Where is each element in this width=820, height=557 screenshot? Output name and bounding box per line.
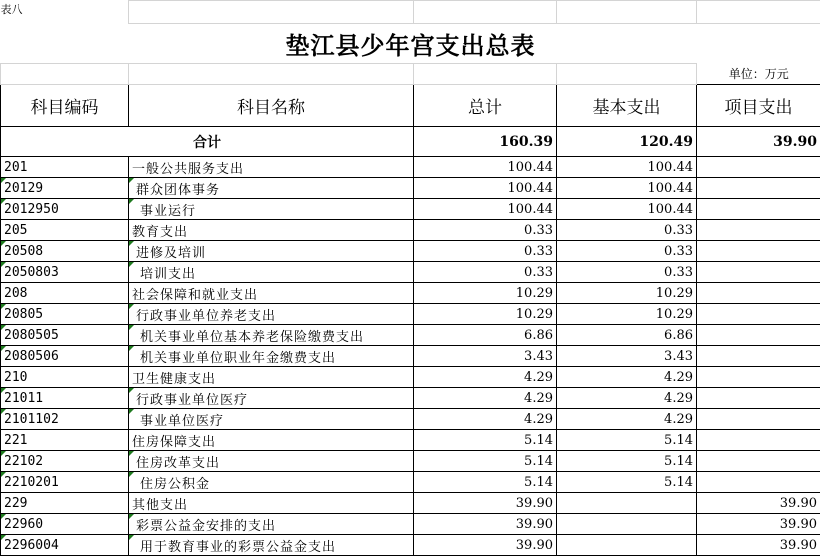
table-row: [1, 451, 820, 472]
row-code: 20508: [1, 241, 129, 262]
row-total: 5.14: [414, 430, 557, 451]
row-basic: 6.86: [557, 325, 697, 346]
table-row: [1, 283, 820, 304]
total-basic: 120.49: [557, 127, 697, 157]
row-code: 22960: [1, 514, 129, 535]
row-basic: 3.43: [557, 346, 697, 367]
row-name: 群众团体事务: [129, 178, 414, 199]
header-code: 科目编码: [1, 85, 129, 127]
row-basic: 10.29: [557, 304, 697, 325]
row-name: 培训支出: [129, 262, 414, 283]
row-project: [697, 472, 820, 493]
header-name: 科目名称: [129, 85, 414, 127]
table-row: [1, 535, 820, 556]
header-project: 项目支出: [697, 85, 820, 127]
row-total: 4.29: [414, 388, 557, 409]
row-basic: 100.44: [557, 157, 697, 178]
table-row: [1, 199, 820, 220]
row-code: 229: [1, 493, 129, 514]
row-project: [697, 157, 820, 178]
row-code: 205: [1, 220, 129, 241]
row-basic: 0.33: [557, 241, 697, 262]
row-total: 100.44: [414, 178, 557, 199]
row-project: [697, 409, 820, 430]
table-row: [1, 367, 820, 388]
unit-label: 单位：万元: [728, 67, 789, 82]
row-basic: [557, 535, 697, 556]
row-name: 住房保障支出: [129, 430, 414, 451]
row-basic: [557, 514, 697, 535]
table-row: [1, 472, 820, 493]
row-code: 22102: [1, 451, 129, 472]
table-note: 表八: [0, 2, 23, 16]
row-basic: 4.29: [557, 409, 697, 430]
total-total: 160.39: [414, 127, 557, 157]
row-basic: 4.29: [557, 388, 697, 409]
row-project: [697, 346, 820, 367]
row-name: 社会保障和就业支出: [129, 283, 414, 304]
row-code: 2050803: [1, 262, 129, 283]
row-project: [697, 304, 820, 325]
table-row: [1, 241, 820, 262]
row-code: 210: [1, 367, 129, 388]
table-row: [1, 157, 820, 178]
row-name: 住房公积金: [129, 472, 414, 493]
row-project: [697, 451, 820, 472]
header-basic: 基本支出: [557, 85, 697, 127]
row-total: 0.33: [414, 220, 557, 241]
row-project: [697, 388, 820, 409]
row-total: 10.29: [414, 283, 557, 304]
row-basic: 5.14: [557, 430, 697, 451]
row-total: 6.86: [414, 325, 557, 346]
table-row: [1, 325, 820, 346]
row-name: 彩票公益金安排的支出: [129, 514, 414, 535]
header-total: 总计: [414, 85, 557, 127]
row-code: 2101102: [1, 409, 129, 430]
row-code: 2080506: [1, 346, 129, 367]
row-name: 卫生健康支出: [129, 367, 414, 388]
row-name: 其他支出: [129, 493, 414, 514]
row-name: 用于教育事业的彩票公益金支出: [129, 535, 414, 556]
row-name: 进修及培训: [129, 241, 414, 262]
row-project: [697, 367, 820, 388]
row-basic: 0.33: [557, 220, 697, 241]
row-project: 39.90: [697, 514, 820, 535]
total-project: 39.90: [697, 127, 820, 157]
row-total: 4.29: [414, 409, 557, 430]
row-code: 221: [1, 430, 129, 451]
row-basic: 100.44: [557, 199, 697, 220]
row-total: 39.90: [414, 493, 557, 514]
row-basic: [557, 493, 697, 514]
row-total: 0.33: [414, 262, 557, 283]
table-row: [1, 304, 820, 325]
row-total: 39.90: [414, 535, 557, 556]
table-row: [1, 430, 820, 451]
row-project: 39.90: [697, 535, 820, 556]
table-row: [1, 346, 820, 367]
row-total: 10.29: [414, 304, 557, 325]
row-project: [697, 430, 820, 451]
row-name: 住房改革支出: [129, 451, 414, 472]
row-basic: 4.29: [557, 367, 697, 388]
row-basic: 100.44: [557, 178, 697, 199]
row-project: [697, 178, 820, 199]
row-project: [697, 199, 820, 220]
row-name: 行政事业单位养老支出: [129, 304, 414, 325]
row-total: 3.43: [414, 346, 557, 367]
row-project: [697, 325, 820, 346]
table-row: [1, 388, 820, 409]
row-basic: 5.14: [557, 451, 697, 472]
row-code: 2012950: [1, 199, 129, 220]
row-basic: 5.14: [557, 472, 697, 493]
table-row: [1, 409, 820, 430]
row-total: 39.90: [414, 514, 557, 535]
row-name: 教育支出: [129, 220, 414, 241]
row-basic: 0.33: [557, 262, 697, 283]
row-name: 事业运行: [129, 199, 414, 220]
row-total: 100.44: [414, 157, 557, 178]
total-label: 合计: [1, 127, 414, 157]
row-code: 2080505: [1, 325, 129, 346]
row-project: [697, 283, 820, 304]
row-code: 20129: [1, 178, 129, 199]
row-name: 行政事业单位医疗: [129, 388, 414, 409]
row-total: 5.14: [414, 472, 557, 493]
page-title: 垫江县少年宫支出总表: [285, 31, 536, 60]
row-project: [697, 220, 820, 241]
row-project: [697, 241, 820, 262]
row-code: 2210201: [1, 472, 129, 493]
table-row: [1, 220, 820, 241]
row-code: 201: [1, 157, 129, 178]
row-name: 一般公共服务支出: [129, 157, 414, 178]
table-row: [1, 178, 820, 199]
row-code: 208: [1, 283, 129, 304]
row-name: 事业单位医疗: [129, 409, 414, 430]
table-row: [1, 262, 820, 283]
table-row: [1, 514, 820, 535]
row-project: 39.90: [697, 493, 820, 514]
row-code: 20805: [1, 304, 129, 325]
row-total: 100.44: [414, 199, 557, 220]
row-total: 0.33: [414, 241, 557, 262]
row-total: 4.29: [414, 367, 557, 388]
row-total: 5.14: [414, 451, 557, 472]
row-name: 机关事业单位基本养老保险缴费支出: [129, 325, 414, 346]
total-row: [1, 127, 820, 157]
row-code: 21011: [1, 388, 129, 409]
row-code: 2296004: [1, 535, 129, 556]
table-row: [1, 493, 820, 514]
row-project: [697, 262, 820, 283]
row-basic: 10.29: [557, 283, 697, 304]
row-name: 机关事业单位职业年金缴费支出: [129, 346, 414, 367]
